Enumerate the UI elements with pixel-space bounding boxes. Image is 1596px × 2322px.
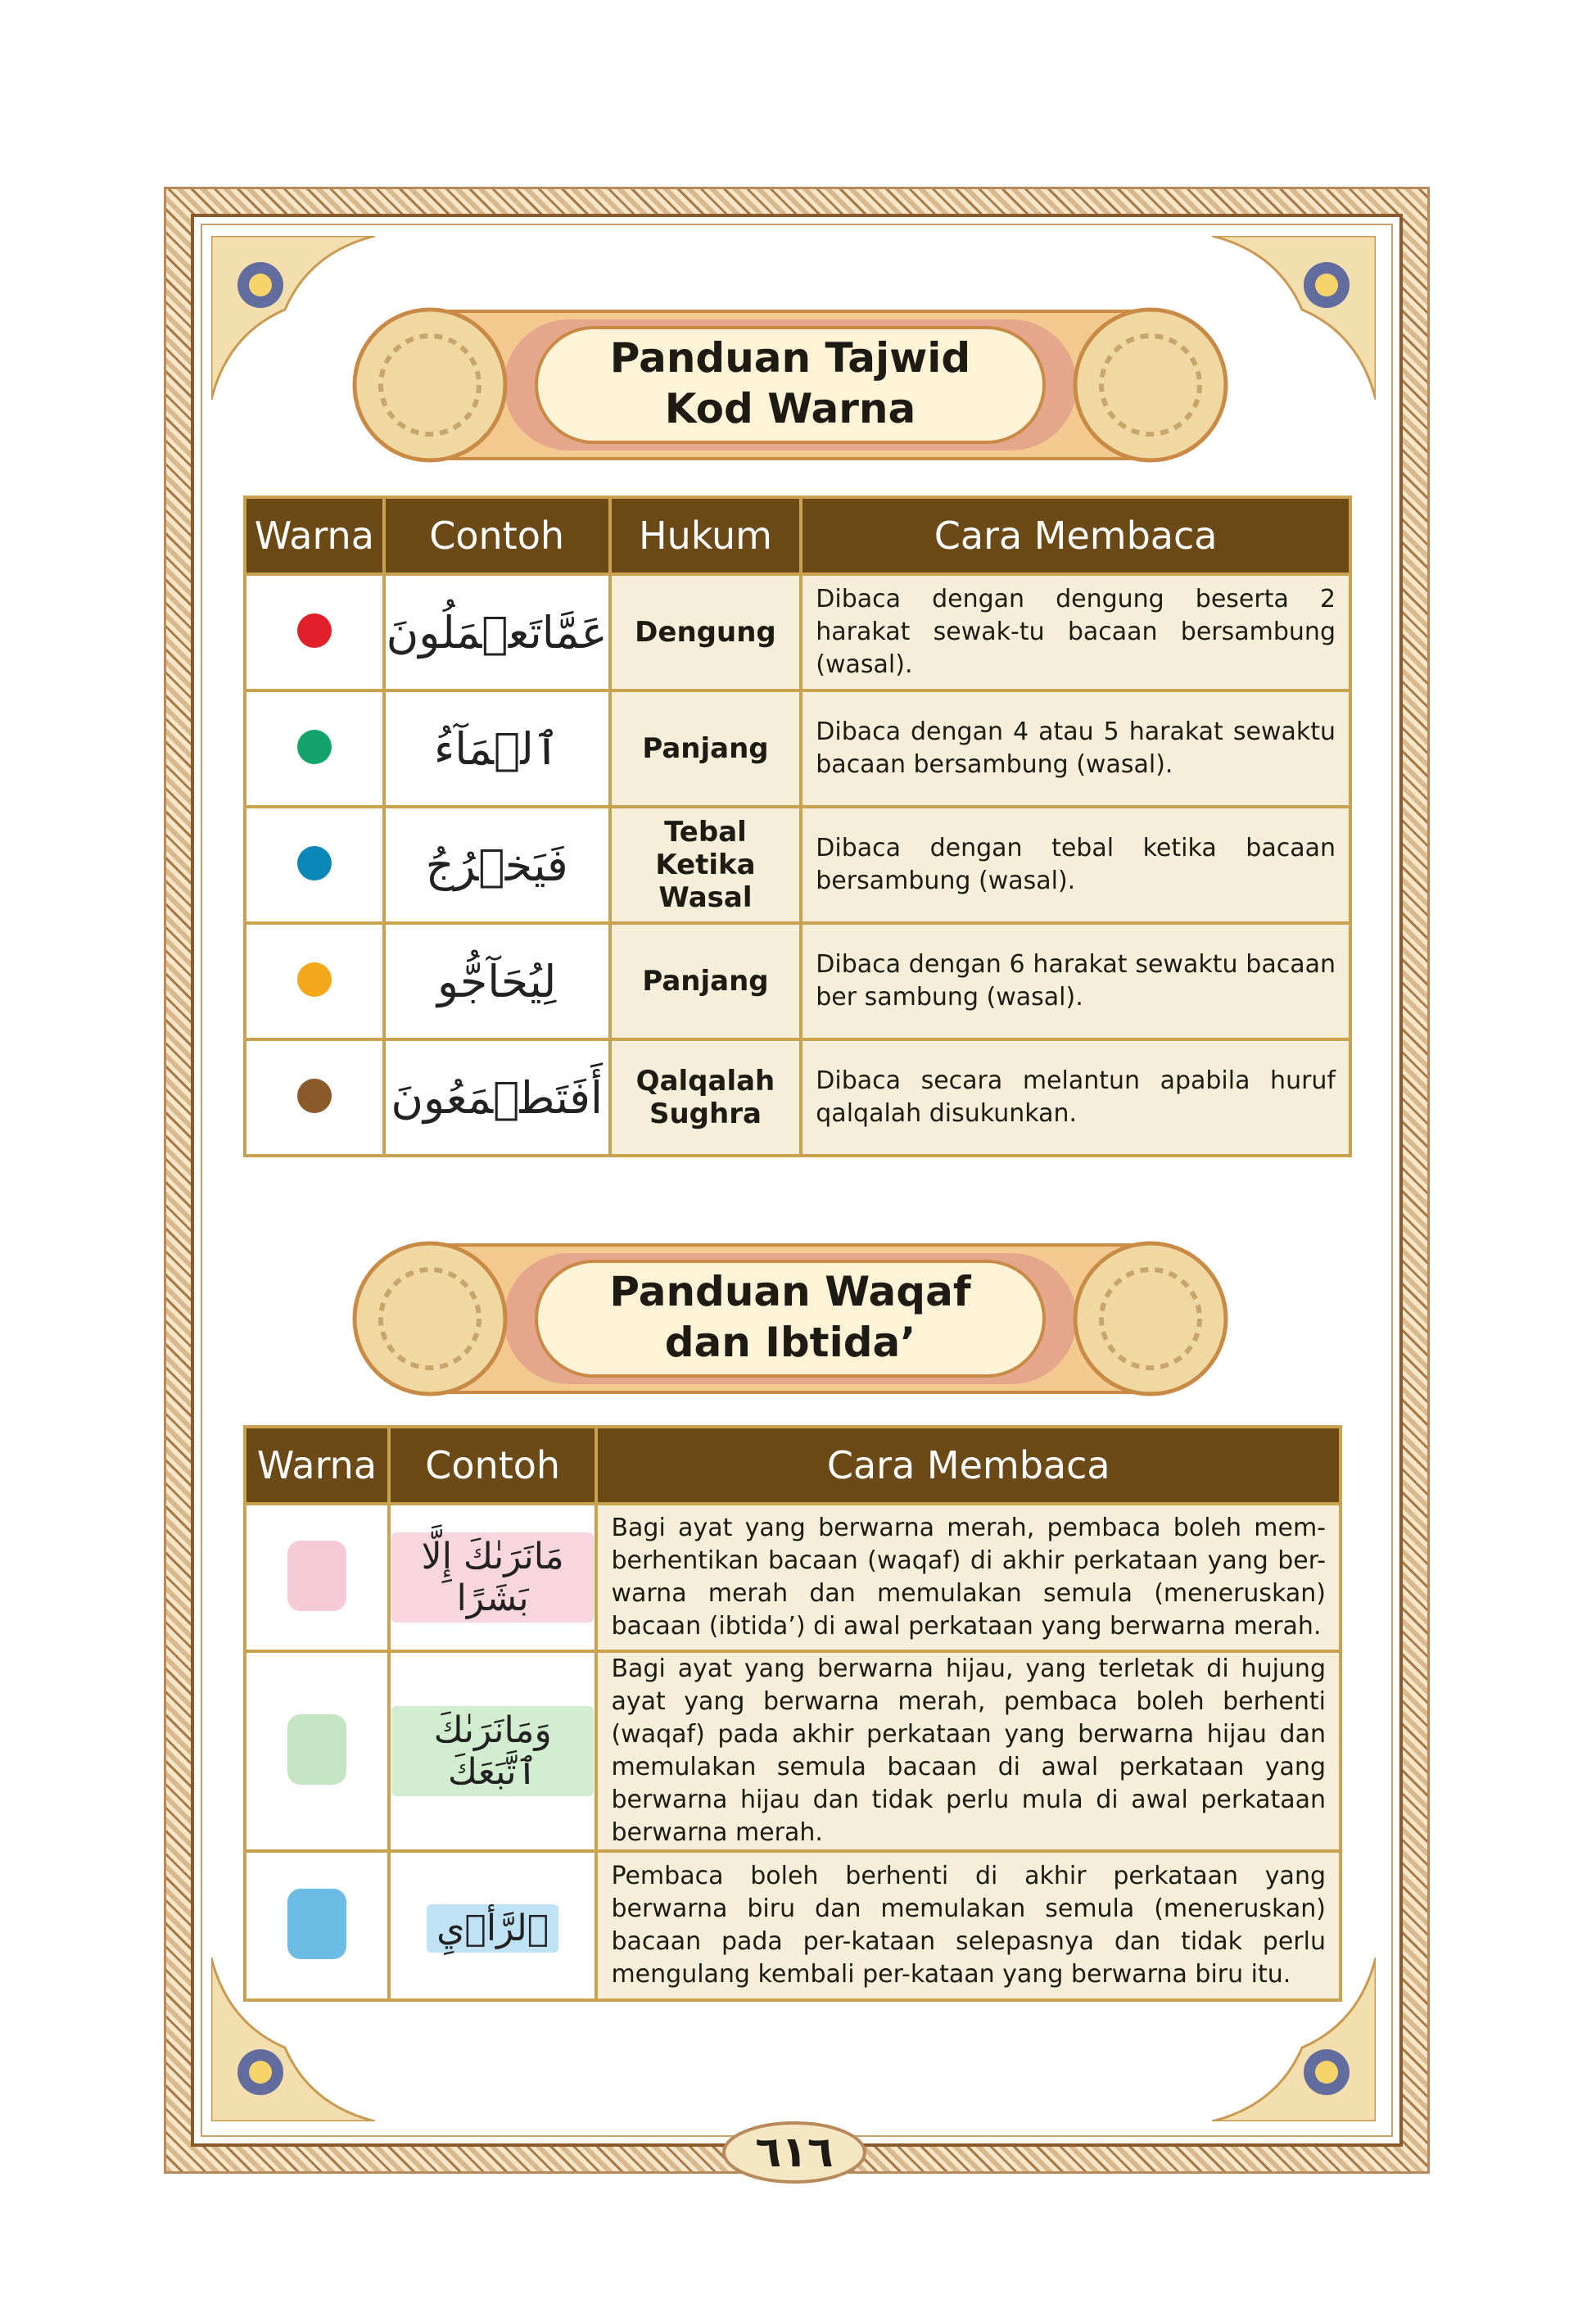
color-swatch-blue [287, 1889, 346, 1959]
page-number: ٦١٦ [755, 2128, 834, 2177]
waqaf-title-line2: dan Ibtida’ [664, 1319, 916, 1366]
hukum-cell: Panjang [610, 690, 802, 807]
header-contoh: Contoh [384, 497, 610, 574]
example-text: أَفَتَطۡمَعُونَ [391, 1071, 603, 1124]
waqaf-title-line1: Panduan Waqaf [609, 1268, 971, 1315]
example-text: وَمَانَرَىٰكَ ٱتَّبَعَكَ [391, 1706, 595, 1796]
tajwid-title-line1: Panduan Tajwid [609, 334, 971, 382]
color-cell [245, 1039, 384, 1156]
example-cell [384, 923, 610, 1039]
table-row [245, 1039, 1350, 1156]
description-cell: Dibaca dengan 4 atau 5 harakat sewaktu bacaan bersambung (wasal). [801, 690, 1350, 807]
table-row [245, 574, 1350, 690]
hukum-cell: Tebal Ketika Wasal [610, 807, 802, 923]
description-cell: Pembaca boleh berhenti di akhir perkataan yang berwarna biru dan memulakan semula (meneruskan) bacaan pada per-kataan selepasnya dan tidak perlu mengulang kembali per-kataan yang berwarna biru itu. [596, 1851, 1341, 2000]
example-text: مَانَرَىٰكَ إِلَّا بَشَرًا [391, 1532, 595, 1623]
color-dot-green [297, 730, 332, 764]
color-cell [245, 574, 384, 690]
hukum-cell: Dengung [610, 574, 802, 690]
color-cell [245, 923, 384, 1039]
example-text: ٱلۡمَآءُ [433, 722, 560, 775]
waqaf-title [545, 1266, 1036, 1368]
header-contoh: Contoh [389, 1427, 597, 1504]
color-cell [245, 1851, 389, 2000]
header-cara-membaca: Cara Membaca [801, 497, 1350, 574]
description-cell: Dibaca secara melantun apabila huruf qalqalah disukunkan. [801, 1039, 1350, 1156]
example-cell [389, 1651, 597, 1851]
example-text: عَمَّاتَعۡمَلُونَ [386, 606, 608, 659]
example-cell [384, 574, 610, 690]
table-row [245, 690, 1350, 807]
description-cell: Bagi ayat yang berwarna hijau, yang terletak di hujung ayat yang berwarna merah, pembaca boleh berhenti (waqaf) pada akhir perkataan yang berwarna hijau dan memulakan semula bacaan di awal perkataan yang berwarna hijau dan tidak perlu mula di awal perkataan berwarna merah. [596, 1651, 1341, 1851]
table-row [245, 1851, 1341, 2000]
table-row [245, 923, 1350, 1039]
hukum-cell: Qalqalah Sughra [610, 1039, 802, 1156]
example-text: فَيَخۡرُجُ [425, 839, 568, 891]
tajwid-header-row [245, 497, 1350, 574]
header-warna: Warna [245, 497, 384, 574]
example-text: لِيُحَآجُّو [436, 955, 557, 1007]
color-swatch-green [287, 1714, 346, 1785]
tajwid-title-banner [340, 303, 1241, 467]
color-cell [245, 1651, 389, 1851]
example-cell [389, 1504, 597, 1651]
color-dot-brown [297, 1079, 332, 1113]
page-number-badge [721, 2120, 868, 2185]
header-warna: Warna [245, 1427, 389, 1504]
tajwid-title-line2: Kod Warna [664, 385, 916, 432]
description-cell: Dibaca dengan tebal ketika bacaan bersambung (wasal). [801, 807, 1350, 923]
color-dot-red [297, 613, 332, 648]
waqaf-ibtida-table [243, 1425, 1342, 2002]
color-swatch-pink [287, 1541, 346, 1611]
color-cell [245, 1504, 389, 1651]
description-cell: Bagi ayat yang berwarna merah, pembaca boleh mem-berhentikan bacaan (waqaf) di akhir perkataan yang ber-warna merah dan memulakan semula (meneruskan) bacaan (ibtida’) di awal perkataan yang berwarna merah. [596, 1504, 1341, 1651]
color-cell [245, 807, 384, 923]
waqaf-header-row [245, 1427, 1341, 1504]
header-hukum: Hukum [610, 497, 802, 574]
table-row [245, 807, 1350, 923]
table-row [245, 1504, 1341, 1651]
hukum-cell: Panjang [610, 923, 802, 1039]
tajwid-title [545, 333, 1036, 434]
color-dot-blue [297, 846, 332, 880]
header-cara-membaca: Cara Membaca [596, 1427, 1341, 1504]
waqaf-title-banner [340, 1237, 1241, 1401]
example-cell [384, 690, 610, 807]
example-cell [384, 1039, 610, 1156]
example-cell [389, 1851, 597, 2000]
table-row [245, 1651, 1341, 1851]
example-text: ٱلرَّأۡيِ [427, 1904, 558, 1953]
description-cell: Dibaca dengan 6 harakat sewaktu bacaan ber sambung (wasal). [801, 923, 1350, 1039]
example-cell [384, 807, 610, 923]
color-cell [245, 690, 384, 807]
tajwid-color-table [243, 496, 1352, 1157]
description-cell: Dibaca dengan dengung beserta 2 harakat sewak-tu bacaan bersambung (wasal). [801, 574, 1350, 690]
color-dot-orange [297, 962, 332, 997]
